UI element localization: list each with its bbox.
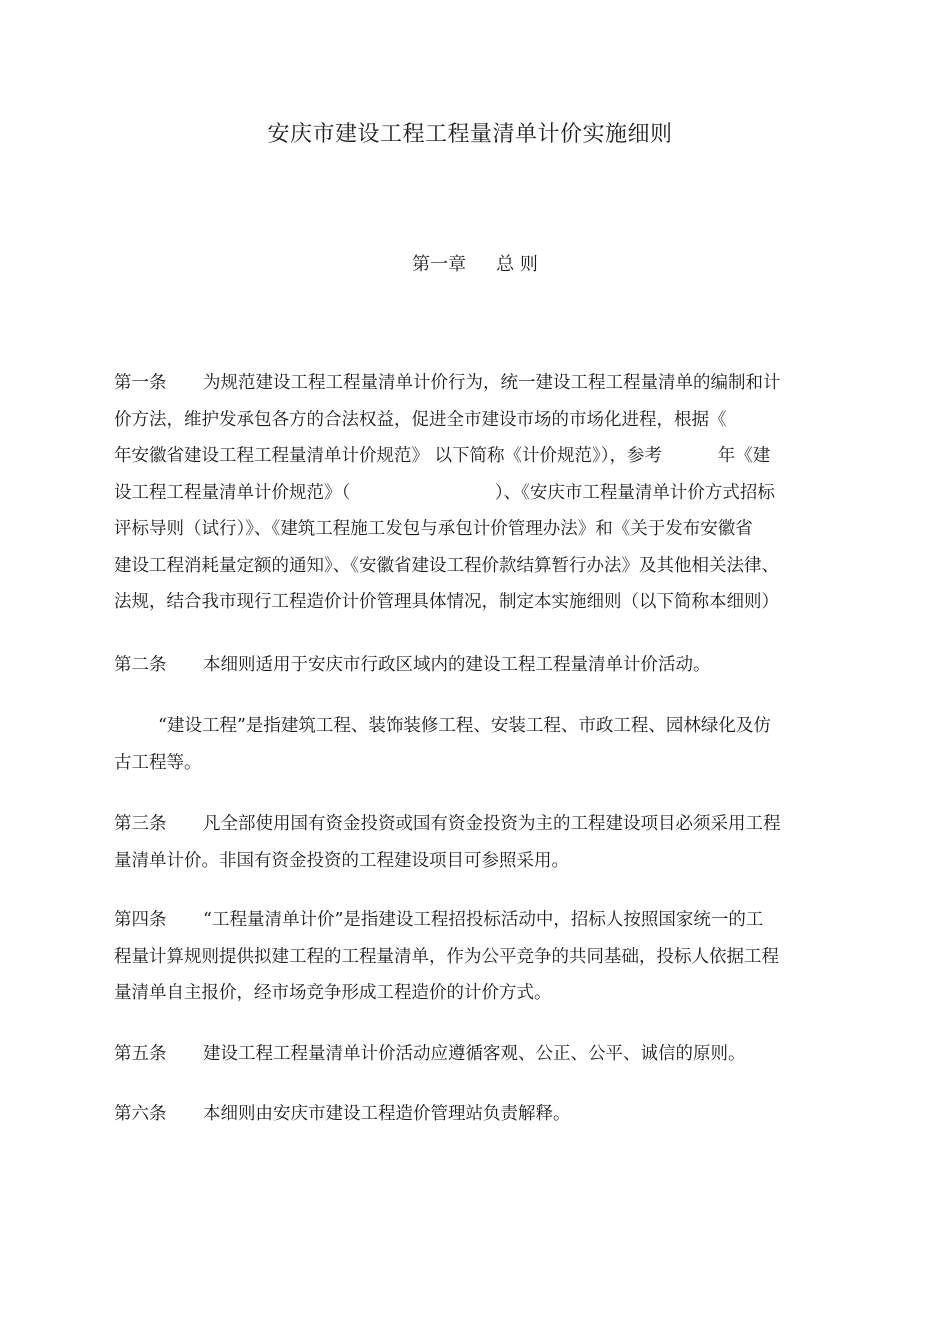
article-text: 本细则由安庆市建设工程造价管理站负责解释。: [203, 1104, 571, 1124]
article-line: [114, 806, 840, 843]
article-text: 本细则适用于安庆市行政区域内的建设工程工程量清单计价活动。: [203, 655, 711, 675]
article-label: 第四条: [114, 910, 167, 930]
chapter-heading: [0, 250, 950, 276]
article-1: [114, 365, 840, 621]
article-line: [114, 902, 840, 939]
article-label: 第三条: [114, 814, 167, 834]
article-5: [114, 1036, 840, 1073]
article-text: 设工程工程量清单计价规范》（ ）、《安庆市工程量清单计价方式招标: [114, 482, 775, 503]
article-label: 第二条: [114, 655, 167, 675]
chapter-name: 总 则: [496, 254, 538, 275]
article-text: 评标导则（试行）》、《建筑工程施工发包与承包计价管理办法》和《关于发布安徽省: [114, 519, 753, 539]
article-text: 程量计算规则提供拟建工程的工程量清单，作为公平竞争的共同基础，投标人依据工程: [114, 946, 779, 967]
article-text: 法规，结合我市现行工程造价计价管理具体情况，制定本实施细则（以下简称本细则）: [114, 592, 779, 612]
article-text: 建设工程消耗量定额的通知》、《安徽省建设工程价款结算暂行办法》及其他相关法律、: [114, 555, 779, 576]
article-text: 古工程等。: [114, 752, 202, 773]
article-label: 第一条: [114, 373, 167, 393]
article-line: [114, 1036, 840, 1073]
article-label: 第五条: [114, 1044, 167, 1064]
article-line: [114, 647, 840, 684]
article-text: 价方法，维护发承包各方的合法权益，促进全市建设市场的市场化进程，根据《: [114, 409, 727, 430]
article-text: 为规范建设工程工程量清单计价行为，统一建设工程工程量清单的编制和计: [203, 373, 781, 393]
article-6: [114, 1096, 840, 1133]
document-title: 安庆市建设工程工程量清单计价实施细则: [267, 122, 673, 147]
article-text: “工程量清单计价”是指建设工程招投标活动中，招标人按照国家统一的工: [203, 910, 764, 930]
article-text: 建设工程工程量清单计价活动应遵循客观、公正、公平、诚信的原则。: [203, 1044, 746, 1064]
chapter-number: 第一章: [412, 254, 467, 275]
article-line: [114, 365, 840, 402]
article-4: [114, 902, 840, 1012]
article-line: [114, 1096, 840, 1133]
article-text: 量清单计价。非国有资金投资的工程建设项目可参照采用。: [114, 850, 569, 871]
article-2: [114, 647, 840, 684]
article-label: 第六条: [114, 1104, 167, 1124]
article-3: [114, 806, 840, 879]
definition-paragraph: [114, 708, 840, 781]
article-text: “建设工程”是指建筑工程、装饰装修工程、安装工程、市政工程、园林绿化及仿: [158, 716, 771, 736]
article-text: 量清单自主报价，经市场竞争形成工程造价的计价方式。: [114, 983, 552, 1003]
article-text: 年安徽省建设工程工程量清单计价规范》 以下简称《计价规范》），参考 年《建: [114, 446, 771, 466]
article-text: 凡全部使用国有资金投资或国有资金投资为主的工程建设项目必须采用工程: [203, 814, 781, 834]
